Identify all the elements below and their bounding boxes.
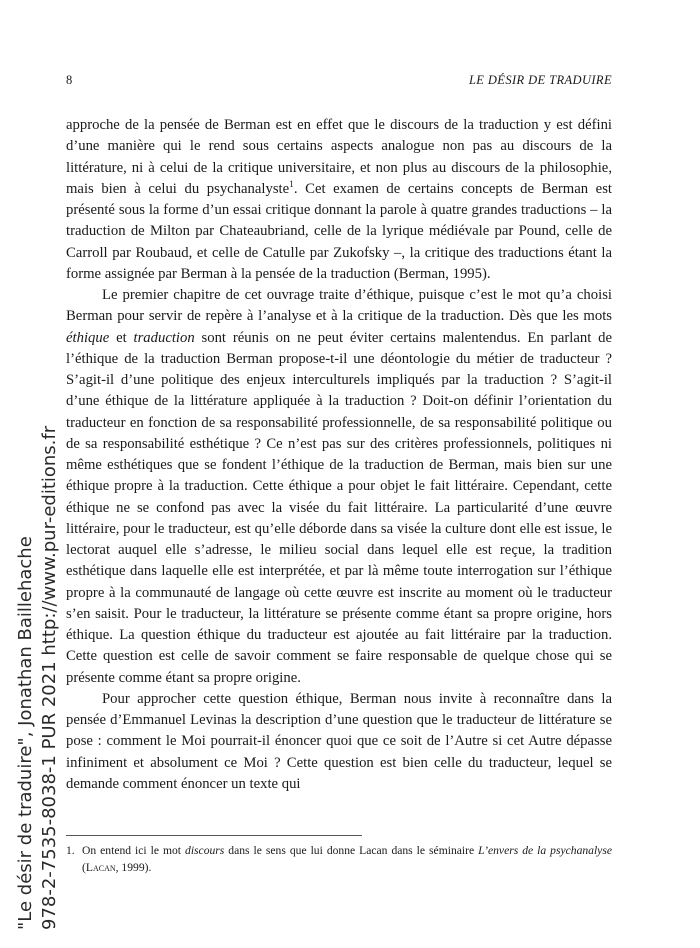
paragraph-3: Pour approcher cette question éthique, Berman nous invite à reconnaître dans la pensée d’Emmanuel Levinas la description d’une question que le traducteur de littérature se pose : comment le Moi pourrait-il énoncer quoi que ce soit de l’Autre si cet Autre dépasse infiniment et absolument ce Moi ? Cette question est bien celle du traducteur, lequel se demande comment énoncer un texte qui [66,690,612,792]
running-head: LE DÉSIR DE TRADUIRE [468,73,612,87]
term-traduction: traduction [133,329,195,346]
paragraph-1: approche de la pensée de Berman est en effet que le discours de la traduction y est défini d’une manière qui le rend sous certains aspects analogue non pas au discours de la littérature, ni à celui de la critique universitaire, et non plus au discours de la philosophie, mais bien à celui du psychanalyste$^1$. Cet examen de certains concepts de Berman est présenté sous la forme d’un essai critique donnant la parole à quatre grandes traductions – la traduction de Milton par Chateaubriand, celle de la lyrique médiévale par Pound, celle de Carroll par Roubaud, et celle de Catulle par Zukofsky –, la critique des traductions étant la forme assignée par Berman à la pensée de la traduction (Berman, 1995). [66,117,613,282]
footnote: 1. On entend ici le mot discours dans le sens que lui donne Lacan dans le séminaire L’envers de la psychanalyse (Lacan, 1999). [66,844,612,874]
watermark-title-author: "Le désir de traduire", Jonathan Baillehache [15,536,36,930]
footnote-rule [66,835,362,836]
paragraph-2: Le premier chapitre de cet ouvrage traite d’éthique, puisque c’est le mot qu’a choisi Berman pour servir de repère à l’analyse et à la critique de la traduction. Dès que les mots éthique et traduction sont réunis on ne peut éviter certains malentendus. En parlant de l’éthique de la traduction Berman propose-t-il une déontologie du métier de traducteur ? S’agit-il d’une politique des enjeux interculturels impliqués par la traduction ? S’agit-il d’une éthique de la littérature appliquée à la traduction ? Doit-on définir l’orientation du traducteur en fonction de sa responsabilité professionnelle, de sa responsabilité politique ou de sa responsabilité esthétique ? Ce n’est pas sur des critères professionnels, politiques ni même esthétiques que se fondent l’éthique de la traduction de Berman, mais bien sur une éthique propre à la traduction. Cette éthique a pour objet le fait littéraire. Cependant, cette éthique ne se confond pas avec la visée du fait littéraire. La particularité d’une œuvre littéraire, pour le traducteur, est qu’elle déborde dans sa visée la culture dont elle est issue, le lectorat auquel elle s’adresse, le milieu social dans lequel elle est reçue, la tradition esthétique dans laquelle elle est interprétée, et par là même toute interrogation sur l’éthique propre à la communauté de langage où cette œuvre est inscrite au moment où le traducteur s’en saisit. Pour le traducteur, la littérature se présente comme étant sa propre origine, hors éthique. La question éthique du traducteur est ajoutée au fait littéraire par la traduction. Cette question est celle de savoir comment se faire responsable de quelque chose qui se présente comme étant sa propre origine. [66,287,612,686]
page-header [66,73,612,89]
footnote-number: 1. [66,844,75,857]
footnote-ref[interactable]: 1 [289,179,294,190]
term-ethique: éthique [66,329,110,346]
watermark [14,426,62,930]
watermark-isbn-url: 978-2-7535-8038-1 PUR 2021 http://www.pur-editions.fr [39,425,60,930]
page-number: 8 [66,73,73,87]
body-text [66,115,612,795]
